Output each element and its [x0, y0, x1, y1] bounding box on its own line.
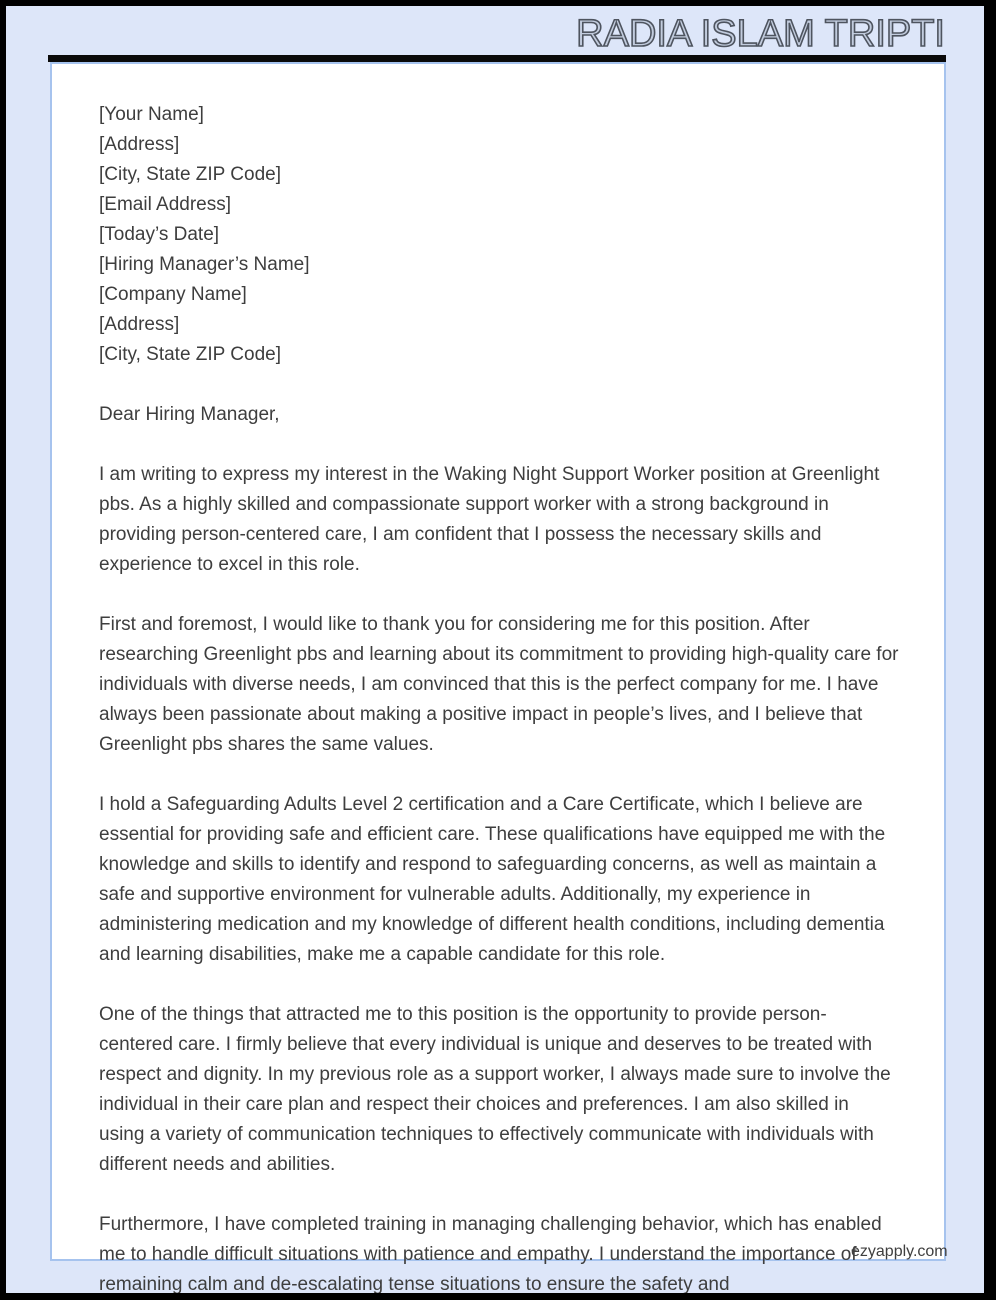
header-rule — [48, 55, 946, 62]
letter-page — [50, 62, 946, 1295]
letter-paragraph: I hold a Safeguarding Adults Level 2 certification and a Care Certificate, which I believe are essential for providing safe and efficient care. These qualifications have equipped me with the knowledge and skills to identify and respond to safeguarding concerns, as well as maintain a safe and supportive environment for vulnerable adults. Additionally, my experience in administering medication and my knowledge of different health conditions, including dementia and learning disabilities, make me a capable candidate for this role. — [99, 794, 886, 965]
address-line: [Address] — [99, 134, 180, 155]
letter-paragraph: One of the things that attracted me to this position is the opportunity to provide person-centered care. I firmly believe that every individual is unique and deserves to be treated with respect and dignity. In my previous role as a support worker, I always made sure to involve the individual in their care plan and respect their choices and preferences. I am also skilled in using a variety of communication techniques to effectively communicate with individuals with different needs and abilities. — [99, 1004, 891, 1175]
address-line: [Hiring Manager’s Name] — [99, 254, 310, 275]
address-line: [City, State ZIP Code] — [99, 344, 281, 365]
address-line: [Email Address] — [99, 194, 231, 215]
author-name-header: RADIA ISLAM TRIPTI — [576, 13, 945, 55]
address-line: [City, State ZIP Code] — [99, 164, 281, 185]
salutation: Dear Hiring Manager, — [99, 404, 280, 425]
letter-paragraph: Furthermore, I have completed training in managing challenging behavior, which has enabled me to handle difficult situations with patience and empathy. I understand the importance of remaining calm and de-escalating tense situations to ensure the safety and — [99, 1214, 882, 1295]
letter-paragraph: First and foremost, I would like to thank you for considering me for this position. After researching Greenlight pbs and learning about its commitment to providing high-quality care for individuals with diverse needs, I am convinced that this is the perfect company for me. I have always been passionate about making a positive impact in people’s lives, and I believe that Greenlight pbs shares the same values. — [99, 614, 899, 755]
address-block — [99, 100, 899, 370]
ezyapply-watermark: ezyapply.com — [851, 1243, 948, 1260]
address-line: [Your Name] — [99, 104, 204, 125]
address-line: [Company Name] — [99, 284, 247, 305]
letter-paragraph: I am writing to express my interest in the Waking Night Support Worker position at Greenlight pbs. As a highly skilled and compassionate support worker with a strong background in providing person-centered care, I am confident that I possess the necessary skills and experience to excel in this role. — [99, 464, 880, 575]
address-line: [Address] — [99, 314, 180, 335]
address-line: [Today’s Date] — [99, 224, 220, 245]
